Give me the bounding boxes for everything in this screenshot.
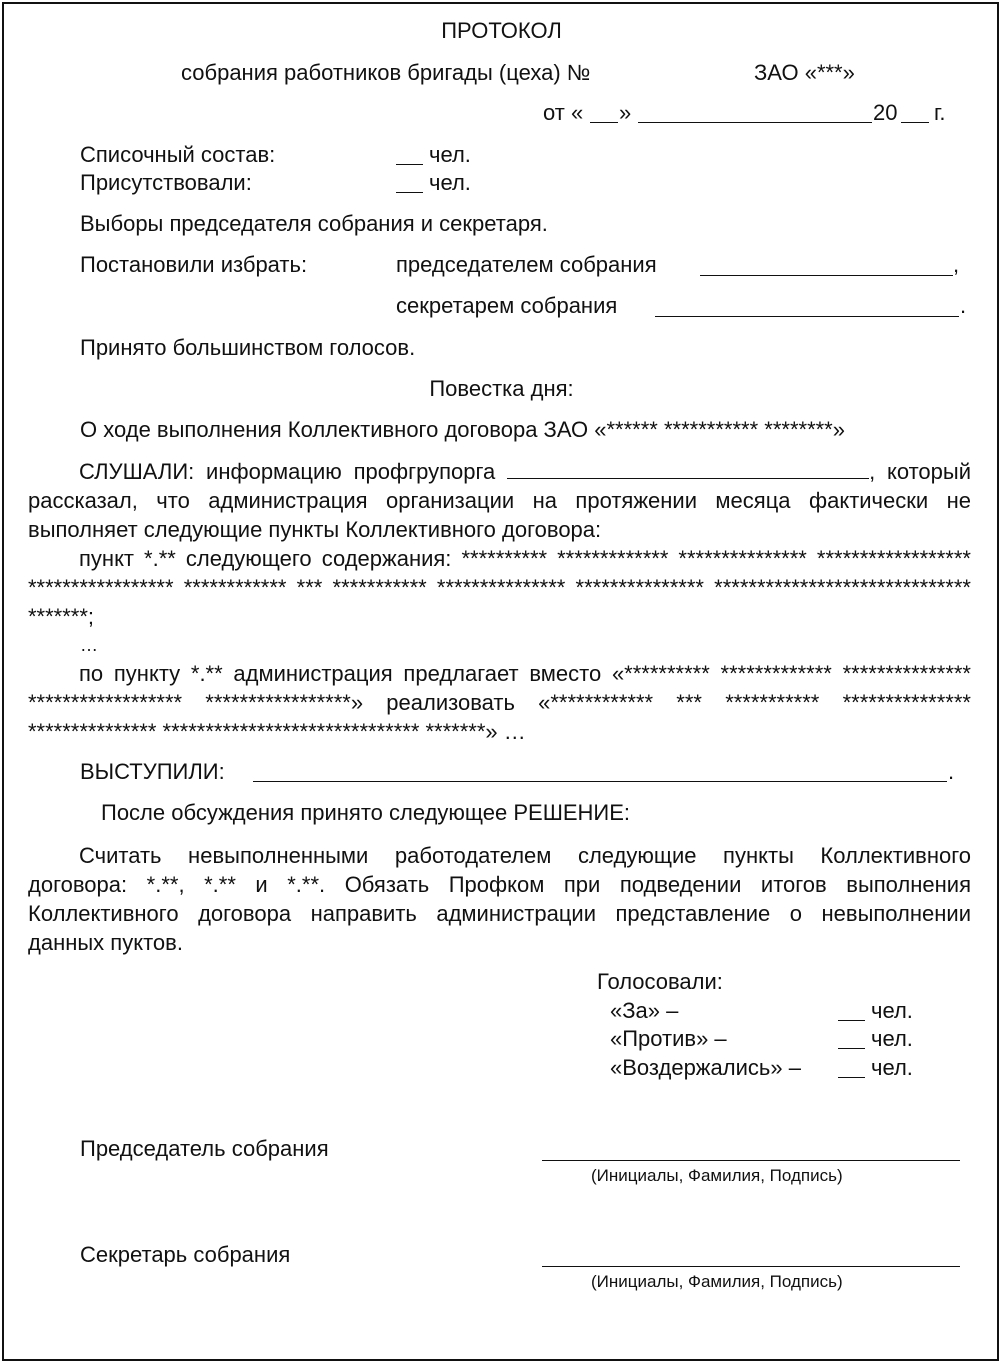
month-blank[interactable] — [638, 122, 872, 123]
chair-label: председателем собрания — [396, 252, 657, 277]
secretary-signature-line[interactable] — [542, 1266, 960, 1267]
vote-abstain-label: «Воздержались» – — [610, 1055, 801, 1080]
secretary-name-blank[interactable] — [655, 316, 959, 317]
resolved-label: Постановили избрать: — [80, 252, 308, 277]
date-prefix: от « — [543, 100, 584, 125]
majority-note: Принято большинством голосов. — [80, 335, 416, 360]
chair-name-blank[interactable] — [700, 275, 953, 276]
date-suffix: г. — [934, 100, 946, 125]
present-count-label: Присутствовали: — [80, 170, 252, 195]
heard-label: СЛУШАЛИ — [79, 459, 189, 484]
vote-heading: Голосовали: — [597, 969, 723, 994]
secretary-signature-label: Секретарь собрания — [80, 1242, 291, 1267]
election-heading: Выборы председателя собрания и секретаря. — [80, 211, 548, 236]
decision-heading: После обсуждения принято следующее РЕШЕНИЕ: — [101, 800, 631, 825]
proposal-paragraph: по пункту *.** администрация предлагает вместо «********** ************* *************** ****************** *****************» реализовать «************ *** *********** *************** *************** ****************************** *******» … — [28, 661, 971, 744]
year-blank[interactable] — [901, 122, 929, 123]
vote-against-label: «Против» – — [610, 1026, 727, 1051]
heard-rest: , который рассказал, что администрация организации на протяжении месяца фактически не выполняет следующие пункты Коллективного договора: — [28, 459, 971, 542]
vote-for-unit: чел. — [871, 998, 913, 1023]
secretary-period: . — [960, 293, 967, 318]
speakers-blank[interactable] — [253, 781, 947, 782]
vote-abstain-unit: чел. — [871, 1055, 913, 1080]
vote-for-label: «За» – — [610, 998, 679, 1023]
ellipsis: … — [80, 635, 98, 655]
vote-for-blank[interactable] — [838, 1020, 865, 1021]
speakers-label: ВЫСТУПИЛИ: — [80, 759, 225, 784]
present-count-unit: чел. — [429, 170, 471, 195]
company-name: ЗАО «***» — [754, 60, 855, 85]
heard-paragraph — [28, 457, 971, 544]
chair-comma: , — [953, 252, 960, 277]
list-count-label: Списочный состав: — [80, 142, 276, 167]
agenda-heading: Повестка дня: — [429, 376, 574, 401]
list-count-blank[interactable] — [396, 164, 423, 165]
secretary-signature-caption: (Инициалы, Фамилия, Подпись) — [591, 1272, 843, 1291]
present-count-blank[interactable] — [396, 192, 423, 193]
meeting-subtitle: собрания работников бригады (цеха) № — [181, 60, 591, 85]
list-count-unit: чел. — [429, 142, 471, 167]
organizer-name-blank[interactable] — [507, 460, 869, 479]
document-title: ПРОТОКОЛ — [441, 18, 562, 43]
heard-lead: : информацию профгрупорга — [188, 459, 496, 484]
secretary-label: секретарем собрания — [396, 293, 618, 318]
vote-abstain-blank[interactable] — [838, 1077, 865, 1078]
point-paragraph: пункт *.** следующего содержания: ********** ************* *************** ****************** ***************** ************ *** *********** *************** *************** ****************************** *******; — [28, 546, 971, 629]
chair-signature-label: Председатель собрания — [80, 1136, 329, 1161]
decision-text: Считать невыполненными работодателем следующие пункты Коллективного договора: *.**, *.** и *.**. Обязать Профком при подведении итогов выполнения Коллективного договора направить администрации представление о невыполнении данных пуктов. — [28, 843, 971, 955]
vote-against-unit: чел. — [871, 1026, 913, 1051]
chair-signature-line[interactable] — [542, 1160, 960, 1161]
agenda-item: О ходе выполнения Коллективного договора ЗАО «****** *********** ********» — [80, 417, 845, 442]
vote-against-blank[interactable] — [838, 1048, 865, 1049]
chair-signature-caption: (Инициалы, Фамилия, Подпись) — [591, 1166, 843, 1185]
day-blank[interactable] — [590, 122, 618, 123]
date-mid: » — [619, 100, 632, 125]
date-year: 20 — [873, 100, 898, 125]
speakers-period: . — [948, 759, 955, 784]
